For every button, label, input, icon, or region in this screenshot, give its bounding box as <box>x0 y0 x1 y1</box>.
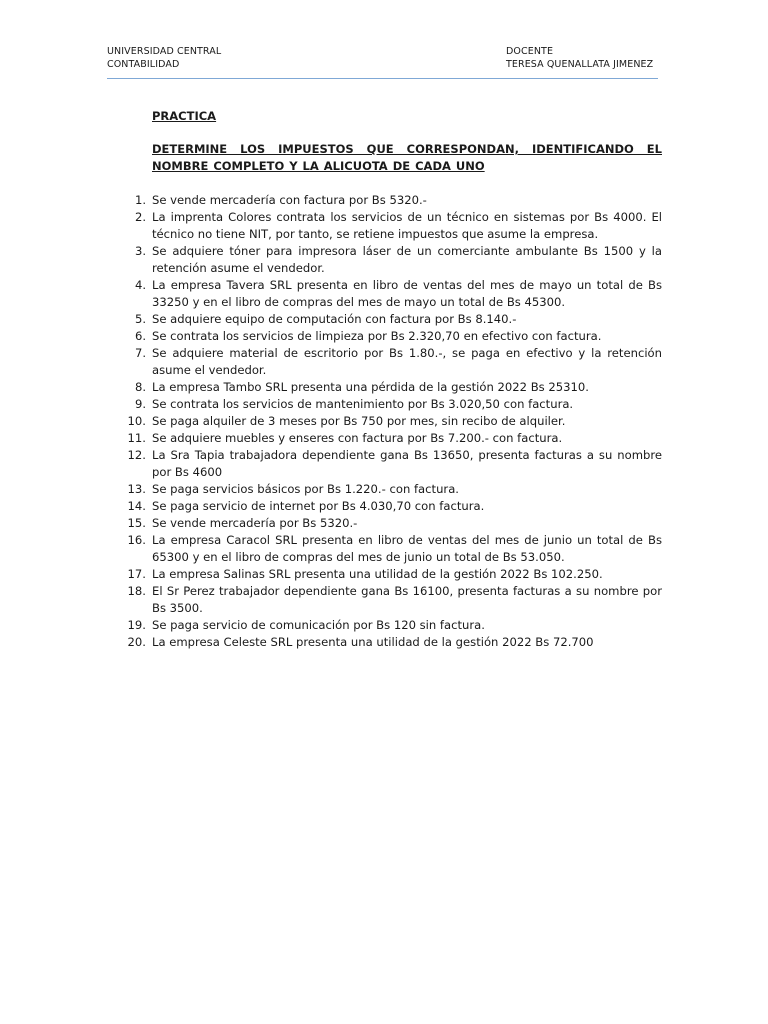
exercise-number: 17. <box>127 567 146 581</box>
exercise-text: Se adquiere equipo de computación con factura por Bs 8.140.- <box>152 312 517 326</box>
exercise-item <box>122 617 662 634</box>
exercise-number: 14. <box>127 499 146 513</box>
exercise-number: 8. <box>134 380 146 394</box>
header-teacher <box>506 45 653 71</box>
exercise-text: El Sr Perez trabajador dependiente gana Bs 16100, presenta facturas a su nombre por Bs 3500. <box>152 584 662 615</box>
document-body <box>127 108 662 651</box>
exercise-list <box>122 192 662 651</box>
exercise-item <box>122 345 662 379</box>
exercise-number: 5. <box>134 312 146 326</box>
exercise-item <box>122 311 662 328</box>
exercise-item <box>122 328 662 345</box>
exercise-item <box>122 209 662 243</box>
exercise-number: 4. <box>134 278 146 292</box>
exercise-item <box>122 498 662 515</box>
instruction-heading: DETERMINE LOS IMPUESTOS QUE CORRESPONDAN, IDENTIFICANDO EL NOMBRE COMPLETO Y LA ALICUOTA DE CADA UNO <box>152 142 662 173</box>
exercise-item <box>122 481 662 498</box>
exercise-text: Se paga servicios básicos por Bs 1.220.- con factura. <box>152 482 459 496</box>
exercise-item <box>122 532 662 566</box>
exercise-item <box>122 515 662 532</box>
exercise-number: 2. <box>134 210 146 224</box>
exercise-text: La empresa Tambo SRL presenta una pérdida de la gestión 2022 Bs 25310. <box>152 380 589 394</box>
exercise-item <box>122 447 662 481</box>
exercise-text: Se contrata los servicios de mantenimiento por Bs 3.020,50 con factura. <box>152 397 574 411</box>
practice-title: PRACTICA <box>152 109 217 123</box>
exercise-text: Se paga servicio de comunicación por Bs 120 sin factura. <box>152 618 485 632</box>
exercise-item <box>122 430 662 447</box>
exercise-number: 10. <box>127 414 146 428</box>
exercise-number: 16. <box>127 533 146 547</box>
exercise-text: Se adquiere material de escritorio por Bs 1.80.-, se paga en efectivo y la retención asume el vendedor. <box>152 346 662 377</box>
exercise-item <box>122 243 662 277</box>
exercise-item <box>122 566 662 583</box>
exercise-item <box>122 379 662 396</box>
exercise-text: Se paga alquiler de 3 meses por Bs 750 por mes, sin recibo de alquiler. <box>152 414 566 428</box>
header-teacher-name: TERESA QUENALLATA JIMENEZ <box>506 59 654 70</box>
exercise-text: Se vende mercadería por Bs 5320.- <box>152 516 358 530</box>
exercise-text: La empresa Tavera SRL presenta en libro de ventas del mes de mayo un total de Bs 33250 y en el libro de compras del mes de mayo un total de Bs 45300. <box>152 278 662 309</box>
exercise-item <box>122 277 662 311</box>
exercise-number: 18. <box>127 584 146 598</box>
exercise-text: La empresa Caracol SRL presenta en libro de ventas del mes de junio un total de Bs 65300 y en el libro de compras del mes de junio un total de Bs 53.050. <box>152 533 662 564</box>
header-teacher-label: DOCENTE <box>506 46 554 57</box>
exercise-number: 11. <box>127 431 146 445</box>
exercise-text: Se adquiere tóner para impresora láser de un comerciante ambulante Bs 1500 y la retención asume el vendedor. <box>152 244 662 275</box>
header-divider <box>107 78 658 79</box>
exercise-number: 7. <box>134 346 146 360</box>
exercise-item <box>122 192 662 209</box>
exercise-text: La imprenta Colores contrata los servicios de un técnico en sistemas por Bs 4000. El técnico no tiene NIT, por tanto, se retiene impuestos que asume la empresa. <box>152 210 662 241</box>
exercise-item <box>122 413 662 430</box>
exercise-text: Se vende mercadería con factura por Bs 5320.- <box>152 193 427 207</box>
exercise-number: 3. <box>134 244 146 258</box>
exercise-text: Se adquiere muebles y enseres con factura por Bs 7.200.- con factura. <box>152 431 563 445</box>
exercise-text: La empresa Salinas SRL presenta una utilidad de la gestión 2022 Bs 102.250. <box>152 567 603 581</box>
header-subject: CONTABILIDAD <box>107 59 180 70</box>
exercise-text: La Sra Tapia trabajadora dependiente gana Bs 13650, presenta facturas a su nombre por Bs 4600 <box>152 448 662 479</box>
exercise-number: 19. <box>127 618 146 632</box>
exercise-text: Se contrata los servicios de limpieza por Bs 2.320,70 en efectivo con factura. <box>152 329 602 343</box>
exercise-number: 15. <box>127 516 146 530</box>
exercise-text: La empresa Celeste SRL presenta una utilidad de la gestión 2022 Bs 72.700 <box>152 635 594 649</box>
exercise-text: Se paga servicio de internet por Bs 4.030,70 con factura. <box>152 499 485 513</box>
exercise-number: 9. <box>134 397 146 411</box>
exercise-number: 20. <box>127 635 146 649</box>
exercise-number: 13. <box>127 482 146 496</box>
header-institution <box>107 45 221 71</box>
header-university: UNIVERSIDAD CENTRAL <box>107 46 222 57</box>
exercise-number: 1. <box>134 193 146 207</box>
exercise-number: 12. <box>127 448 146 462</box>
exercise-item <box>122 396 662 413</box>
exercise-item <box>122 583 662 617</box>
exercise-item <box>122 634 662 651</box>
exercise-number: 6. <box>134 329 146 343</box>
